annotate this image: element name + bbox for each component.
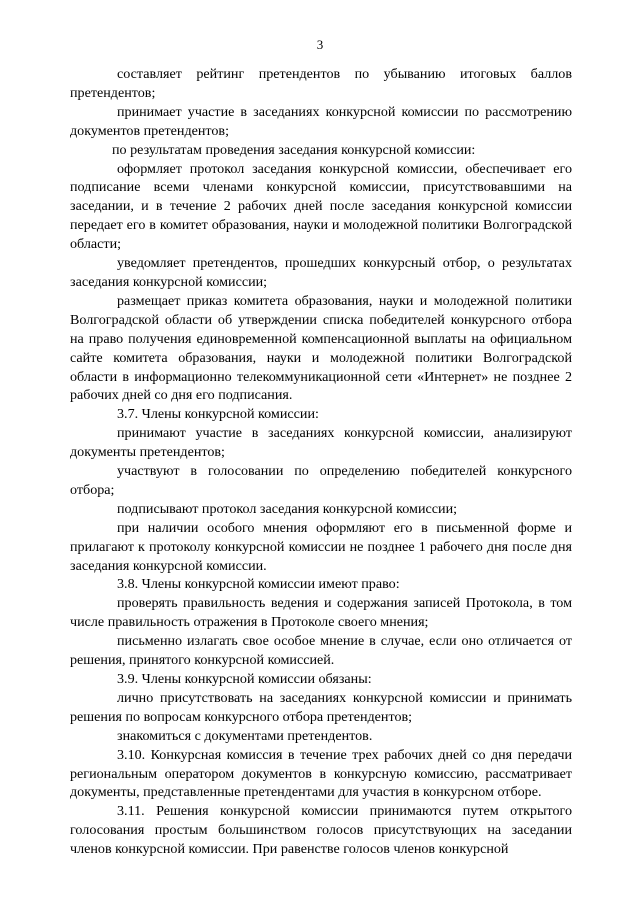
section-heading: 3.8. Члены конкурсной комиссии имеют право: — [117, 576, 400, 593]
paragraph: принимает участие в заседаниях конкурсной комиссии по рассмотрению документов претендентов; — [70, 103, 572, 139]
paragraph: письменно излагать свое особое мнение в случае, если оно отличается от решения, принятого конкурсной комиссией. — [70, 633, 572, 669]
paragraph: размещает приказ комитета образования, науки и молодежной политики Волгоградской области об утверждении списка победителей конкурсного отбора на право получения единовременной компенсационной выплаты на официальном сайте комитета образования, науки и молодежной политики Волгоградской области в информационно телекоммуникационной сети «Интернет» не позднее 2 рабочих дней со дня его подписания. — [70, 292, 572, 404]
paragraph: принимают участие в заседаниях конкурсной комиссии, анализируют документы претендентов; — [70, 425, 572, 461]
paragraph: уведомляет претендентов, прошедших конкурсный отбор, о результатах заседания конкурсной комиссии; — [70, 255, 572, 290]
paragraph: проверять правильность ведения и содержания записей Протокола, в том числе правильность отражения в Протоколе своего мнения; — [70, 595, 572, 631]
section-heading: 3.9. Члены конкурсной комиссии обязаны: — [117, 671, 372, 687]
paragraph: оформляет протокол заседания конкурсной комиссии, обеспечивает его подписание всеми членами конкурсной комиссии, присутствовавшими на заседании, и в течение 2 рабочих дней после заседания конкурсной комиссии передает его в комитет образования, науки и молодежной политики Волгоградской области; — [70, 160, 572, 253]
page-number: 3 — [316, 37, 324, 52]
paragraph: знакомиться с документами претендентов. — [117, 727, 373, 744]
document-body — [70, 65, 572, 859]
paragraph: при наличии особого мнения оформляют его в письменной форме и прилагают к протоколу конкурсной комиссии не позднее 1 рабочего дня после дня заседания конкурсной комиссии. — [70, 519, 572, 574]
paragraph: составляет рейтинг претендентов по убыванию итоговых баллов претендентов; — [70, 66, 572, 101]
paragraph: подписывают протокол заседания конкурсной комиссии; — [117, 500, 458, 517]
paragraph: лично присутствовать на заседаниях конкурсной комиссии и принимать решения по вопросам конкурсного отбора претендентов; — [70, 689, 572, 725]
paragraph: участвуют в голосовании по определению победителей конкурсного отбора; — [70, 463, 572, 498]
paragraph: 3.11. Решения конкурсной комиссии принимаются путем открытого голосования простым большинством голосов присутствующих на заседании членов конкурсной комиссии. При равенстве голосов членов конкурсной — [70, 803, 572, 858]
paragraph: 3.10. Конкурсная комиссия в течение трех рабочих дней со дня передачи региональным оператором документов в конкурсную комиссию, рассматривает документы, представленные претендентами для участия в конкурсном отборе. — [70, 746, 572, 801]
paragraph: по результатам проведения заседания конкурсной комиссии: — [112, 141, 476, 158]
section-heading: 3.7. Члены конкурсной комиссии: — [117, 406, 319, 423]
